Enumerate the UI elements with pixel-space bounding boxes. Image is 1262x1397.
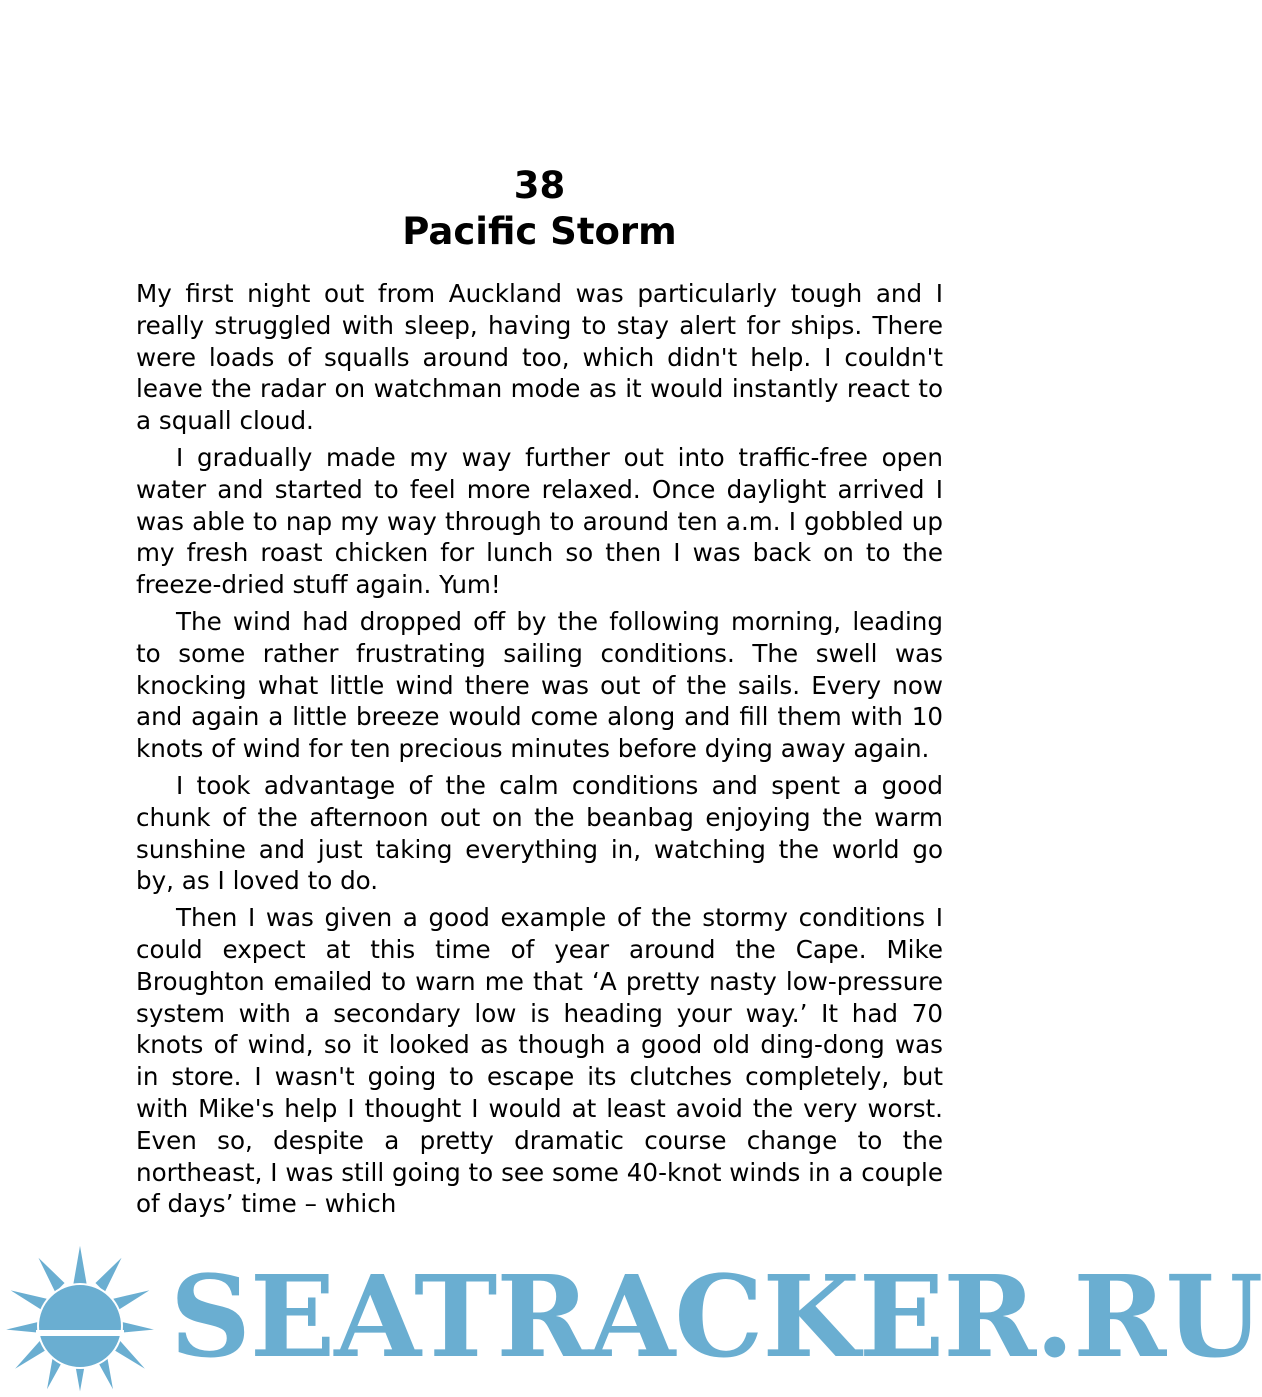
- paragraph-4: I took advantage of the calm conditions and spent a good chunk of the afternoon out on the beanbag enjoying the warm sunshine and just taking everything in, watching the world go by, as I loved to do.: [136, 770, 943, 896]
- page-content: [136, 163, 943, 1225]
- paragraph-1: My first night out from Auckland was particularly tough and I really struggled with sleep, having to stay alert for ships. There were loads of squalls around too, which didn't help. I couldn't leave the radar on watchman mode as it would instantly react to a squall cloud.: [136, 279, 943, 436]
- watermark: [0, 1238, 1262, 1397]
- chapter-title: Pacific Storm: [402, 210, 677, 253]
- watermark-text: SEATRACKER.RU: [170, 1252, 1262, 1383]
- paragraph-5: Then I was given a good example of the stormy conditions I could expect at this time of year around the Cape. Mike Broughton emailed to warn me that ‘A pretty nasty low-pressure system with a secondary low is heading your way.’ It had 70 knots of wind, so it looked as though a good old ding-dong was in store. I wasn't going to escape its clutches completely, but with Mike's help I thought I would at least avoid the very worst. Even so, despite a pretty dramatic course change to the northeast, I was still going to see some 40-knot winds in a couple of days’ time – which: [136, 903, 943, 1219]
- chapter-number: 38: [513, 164, 566, 207]
- paragraph-2: I gradually made my way further out into traffic-free open water and started to feel more relaxed. Once daylight arrived I was able to nap my way through to around ten a.m. I gobbled up my fresh roast chicken for lunch so then I was back on to the freeze-dried stuff again. Yum!: [136, 442, 943, 600]
- sun-logo-icon: [0, 1238, 170, 1397]
- paragraph-3: The wind had dropped off by the following morning, leading to some rather frustrating sailing conditions. The swell was knocking what little wind there was out of the sails. Every now and again a little breeze would come along and fill them with 10 knots of wind for ten precious minutes before dying away again.: [136, 606, 943, 764]
